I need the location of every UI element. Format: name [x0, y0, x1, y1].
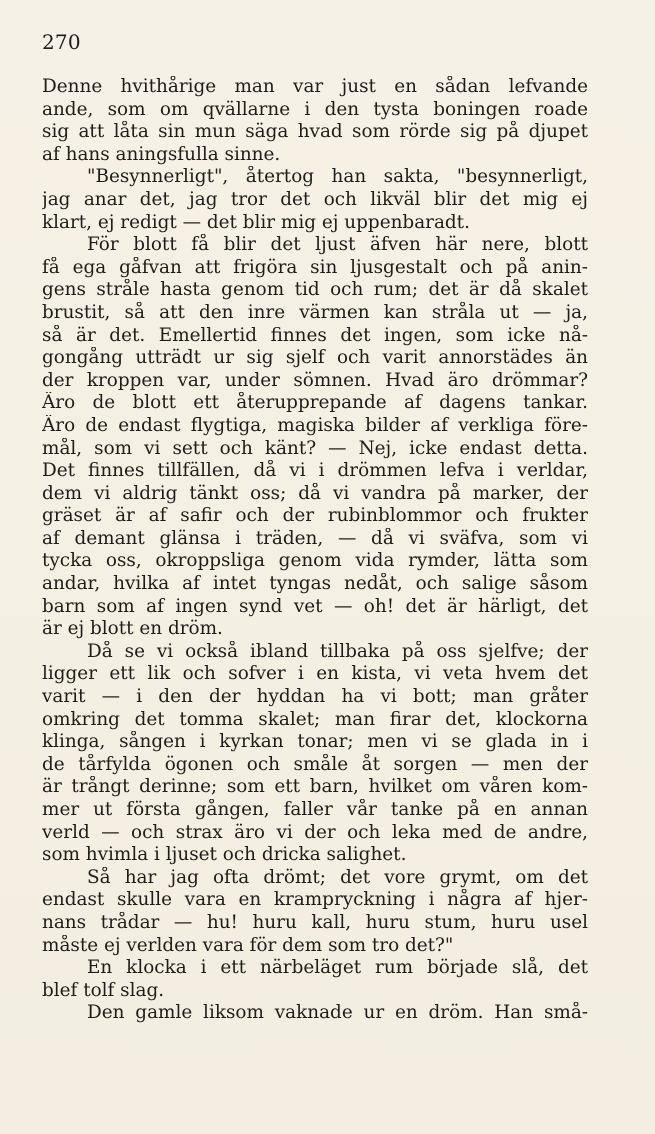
- text-line: omkring det tomma skalet; man firar det, klockorna: [42, 708, 588, 730]
- text-line: För blott få blir det ljust äfven här nere, blott: [87, 234, 588, 256]
- text-line: brustit, så att den inre värmen kan stråla ut — ja,: [42, 301, 588, 323]
- text-line: få ega gåfvan att frigöra sin ljusgestalt och på anin-: [42, 256, 588, 278]
- page-number: 270: [42, 30, 81, 54]
- body-text: [42, 76, 588, 1025]
- text-line: Äro de endast flygtiga, magiska bilder af verkliga före-: [42, 414, 588, 436]
- text-line: ande, som om qvällarne i den tysta boningen roade: [42, 98, 588, 120]
- text-line: ligger ett lik och sofver i en kista, vi veta hvem det: [42, 663, 588, 685]
- text-line: klinga, sången i kyrkan tonar; men vi se glada in i: [42, 731, 588, 753]
- text-line: Då se vi också ibland tillbaka på oss sjelfve; der: [87, 640, 588, 662]
- text-line: af demant glänsa i träden, — då vi sväfva, som vi: [42, 527, 588, 549]
- text-line: som hvimla i ljuset och dricka salighet.: [42, 844, 407, 866]
- text-line: af hans aningsfulla sinne.: [42, 143, 281, 165]
- text-line: måste ej verlden vara för dem som tro det?": [42, 934, 454, 956]
- text-line: endast skulle vara en krampryckning i några af hjer-: [42, 889, 588, 911]
- text-line: Den gamle liksom vaknade ur en dröm. Han små-: [87, 1002, 588, 1024]
- text-line: Så har jag ofta drömt; det vore grymt, om det: [87, 866, 588, 888]
- text-line: der kroppen var, under sömnen. Hvad äro drömmar?: [42, 369, 588, 391]
- text-line: jag anar det, jag tror det och likväl blir det mig ej: [42, 188, 588, 210]
- text-line: verld — och strax äro vi der och leka med de andre,: [42, 821, 588, 843]
- text-line: tycka oss, okroppsliga genom vida rymder, lätta som: [42, 550, 588, 572]
- text-line: sig att låta sin mun säga hvad som rörde sig på djupet: [42, 121, 588, 143]
- text-line: gräset är af safir och der rubinblommor och frukter: [42, 505, 588, 527]
- text-line: "Besynnerligt", återtog han sakta, "besynnerligt,: [87, 166, 588, 188]
- text-line: så är det. Emellertid finnes det ingen, som icke nå-: [42, 324, 588, 346]
- text-line: andar, hvilka af intet tyngas nedåt, och salige såsom: [42, 573, 588, 595]
- text-line: Denne hvithårige man var just en sådan lefvande: [42, 76, 588, 97]
- text-line: de tårfylda ögonen och småle åt sorgen — men der: [42, 753, 588, 775]
- text-line: mål, som vi sett och känt? — Nej, icke endast detta.: [42, 437, 588, 459]
- text-line: är ej blott en dröm.: [42, 618, 223, 640]
- text-line: varit — i den der hyddan ha vi bott; man gråter: [42, 686, 588, 708]
- text-line: mer ut första gången, faller vår tanke på en annan: [42, 799, 588, 820]
- text-line: dem vi aldrig tänkt oss; då vi vandra på marker, der: [42, 482, 588, 504]
- text-line: En klocka i ett närbeläget rum började slå, det: [87, 957, 588, 979]
- text-line: nans trådar — hu! huru kall, huru stum, huru usel: [42, 911, 588, 933]
- text-line: är trångt derinne; som ett barn, hvilket om våren kom-: [42, 776, 588, 798]
- text-line: gens stråle hasta genom tid och rum; det är då skalet: [42, 279, 588, 301]
- text-line: gongång utträdt ur sig sjelf och varit annorstädes än: [42, 347, 588, 369]
- text-line: barn som af ingen synd vet — oh! det är härligt, det: [42, 595, 588, 617]
- text-line: Det finnes tillfällen, då vi i drömmen lefva i verldar,: [42, 460, 588, 482]
- text-line: Äro de blott ett återupprepande af dagens tankar.: [42, 392, 588, 414]
- text-line: blef tolf slag.: [42, 979, 165, 1001]
- text-line: klart, ej redigt — det blir mig ej uppenbaradt.: [42, 211, 470, 233]
